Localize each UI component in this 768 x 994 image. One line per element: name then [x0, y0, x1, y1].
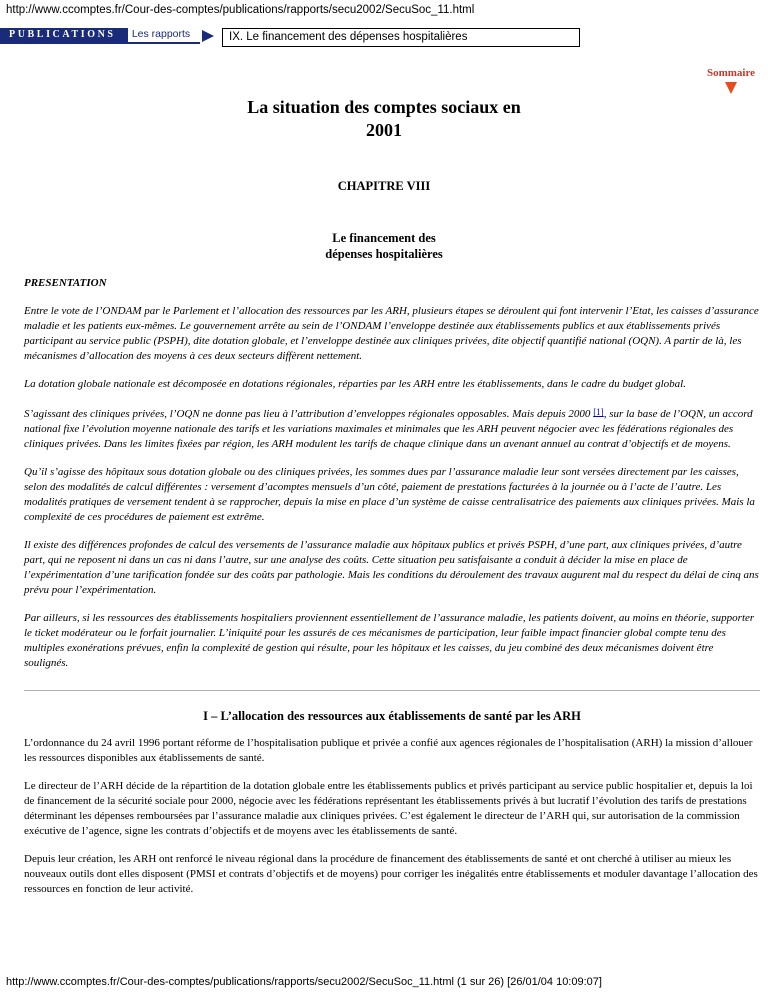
main-content: [24, 276, 760, 910]
section-divider: [24, 690, 760, 691]
sommaire-link[interactable]: [706, 67, 756, 94]
down-arrow-icon[interactable]: [725, 82, 737, 94]
title-line-2: 2001: [366, 120, 402, 140]
nav-arrow-icon: [202, 30, 214, 42]
chapter-select[interactable]: IX. Le financement des dépenses hospitalières: [222, 28, 580, 47]
presentation-heading: PRESENTATION: [24, 277, 107, 289]
section-1-paragraph-2: Le directeur de l’ARH décide de la répartition de la dotation globale entre les établissements publics et privés participant au service public hospitalier et, depuis la loi de financement de la sécurité sociale pour 2000, négocie avec les fédérations représentant les établissements privés à but lucratif l’évolution des tarifs de prestations déterminant les dépenses remboursées par l’assurance maladie aux cliniques privées. C’est également le directeur de l’ARH qui, sur autorisation de la commission exécutive de l’agence, signe les contrats d’objectifs et de moyens avec les établissements de santé.: [24, 780, 753, 837]
presentation-paragraph-6: Par ailleurs, si les ressources des établissements hospitaliers proviennent essentiellement de l’assurance maladie, les patients doivent, au moins en théorie, supporter le ticket modérateur ou le forfait journalier. L’iniquité pour les assurés de ces mécanismes de participation, leur faible impact financier global compte tenu des multiples exonérations prévues, enfin la complexité de gestion qui résulte, pour les hôpitaux et les caisses, du jeu combiné des deux mécanismes doivent être soulignés.: [24, 612, 755, 669]
section-1-paragraph-1: L’ordonnance du 24 avril 1996 portant réforme de l’hospitalisation publique et privée a confié aux agences régionales de l’hospitalisation (ARH) la mission d’allouer les ressources disponibles aux établissements de santé.: [24, 737, 753, 764]
page-title: [0, 96, 768, 142]
section-1-heading: I – L’allocation des ressources aux établissements de santé par les ARH: [203, 709, 581, 723]
sommaire-label[interactable]: Sommaire: [706, 67, 756, 79]
presentation-paragraph-4: Qu’il s’agisse des hôpitaux sous dotation globale ou des cliniques privées, les sommes dues par l’assurance maladie leur sont versées directement par les caisses, selon des modalités de calcul différentes : versement d’acomptes mensuels d’un côté, paiement de prestations facturées à la journée ou à l’acte de l’autre. Les modalités pratiques de versement tendent à se rapprocher, depuis la mise en place d’un système de caisse centralisatrice des paiements aux cliniques privées. Mais la complexité de ces procédures de paiement est extrême.: [24, 466, 755, 523]
section-1-paragraph-3: Depuis leur création, les ARH ont renforcé le niveau régional dans la procédure de financement des établissements de santé et ont cherché à utiliser au mieux les nouveaux outils dont elles disposent (PMSI et contrats d’objectifs et de moyens) pour corriger les inégalités entre établissements et moduler davantage l’allocation des ressources en fonction de leur activité.: [24, 853, 758, 895]
p3-text-before: S’agissant des cliniques privées, l’OQN ne donne pas lieu à l’attribution d’enveloppes régionales opposables. Mais depuis 2000: [24, 408, 594, 420]
p3-text-after: , sur la base de l’OQN, un accord national fixe l’évolution moyenne nationale des tarifs et les variations maximales et minimales que les ARH peuvent négocier avec les fédérations régionales des cliniques privées. Dans les limites fixées par région, les ARH modulent les tarifs de chaque clinique dans un avenant annuel au contrat d’objectifs et de moyens.: [24, 408, 753, 450]
nav-les-rapports[interactable]: Les rapports: [129, 28, 193, 43]
presentation-paragraph-1: Entre le vote de l’ONDAM par le Parlement et l’allocation des ressources par les ARH, plusieurs étapes se déroulent qui font intervenir l’Etat, les caisses d’assurance maladie et les patients eux-mêmes. Le gouvernement arrête au sein de l’ONDAM l’enveloppe destinée aux établissements publics et aux établissements privés participant au service public (PSPH), dite dotation globale, et l’enveloppe destinée aux cliniques privées, dite objectif quantifié national (OQN). A partir de là, les mécanismes d’allocation des moyens à ces deux secteurs diffèrent nettement.: [24, 305, 759, 362]
nav-underline: [0, 42, 200, 44]
title-line-1: La situation des comptes sociaux en: [247, 97, 521, 117]
chapter-subtitle: [0, 230, 768, 262]
nav-publications[interactable]: PUBLICATIONS: [0, 28, 128, 42]
page-url-header: http://www.ccomptes.fr/Cour-des-comptes/publications/rapports/secu2002/SecuSoc_11.html: [6, 4, 475, 16]
chapter-subtitle-line-1: Le financement des: [332, 231, 436, 245]
chapter-subtitle-line-2: dépenses hospitalières: [325, 247, 443, 261]
presentation-paragraph-2: La dotation globale nationale est décomposée en dotations régionales, réparties par les ARH entre les établissements, dans le cadre du budget global.: [24, 378, 686, 390]
presentation-paragraph-5: Il existe des différences profondes de calcul des versements de l’assurance maladie aux hôpitaux publics et privés PSPH, d’une part, aux cliniques privées, d’autre part, qui ne reposent ni dans un cas ni dans l’autre, sur une analyse des coûts. Cette situation peu satisfaisante a conduit à décider la mise en place de l’expérimentation d’une tarification fondée sur des coûts par pathologie. Mais les conditions du déroulement des travaux augurent mal du respect du délai de cinq ans prévu pour l’expérimentation.: [24, 539, 759, 596]
presentation-paragraph-3: [24, 405, 760, 452]
publication-nav-bar: [0, 28, 768, 50]
page-footer-url: http://www.ccomptes.fr/Cour-des-comptes/publications/rapports/secu2002/SecuSoc_11.html (1 sur 26) [26/01/04 10:09:07]: [6, 976, 602, 988]
footnote-link-1[interactable]: [1]: [593, 407, 604, 417]
chapter-number: CHAPITRE VIII: [337, 179, 431, 193]
